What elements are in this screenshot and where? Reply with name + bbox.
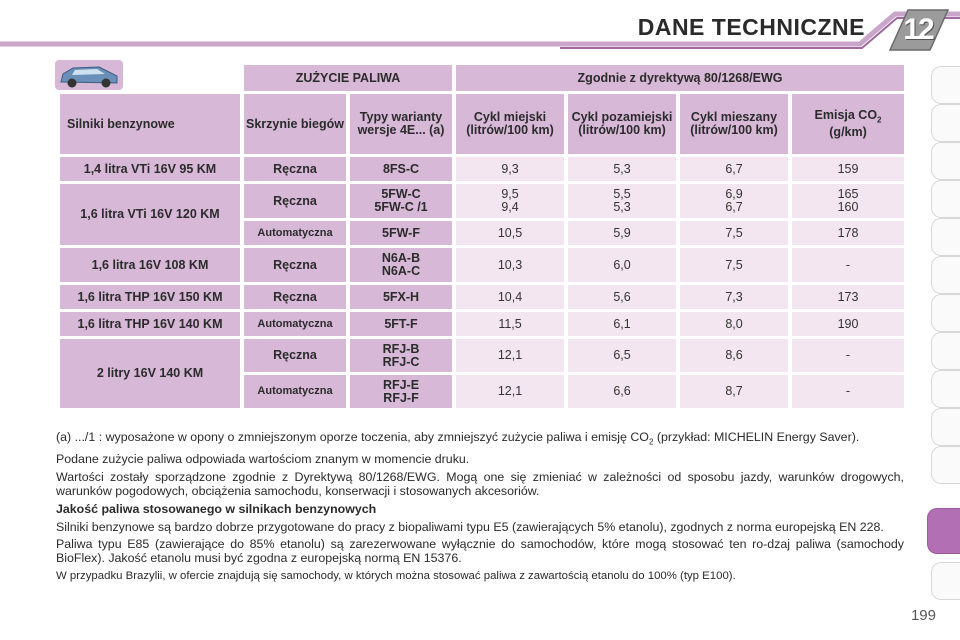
note-paragraph: W przypadku Brazylii, w ofercie znajdują się samochody, w których można stosować paliwa z zawartością etanolu do 100% (typ E100). [56, 569, 736, 582]
chapter-tab[interactable] [931, 370, 960, 408]
combined-cell: 8,0 [680, 312, 788, 336]
col-urban: Cykl miejski (litrów/100 km) [456, 94, 564, 154]
emission-unit: (g/km) [829, 125, 867, 140]
engine-cell: 1,6 litra 16V 108 KM [60, 248, 240, 282]
chapter-tab[interactable] [931, 104, 960, 142]
gearbox-cell: Ręczna [244, 248, 346, 282]
engine-cell: 1,6 litra THP 16V 140 KM [60, 312, 240, 336]
combined-cell: 6,9 6,7 [680, 184, 788, 218]
emission-prefix: Emisja CO [814, 107, 878, 122]
combined-cell: 8,6 [680, 339, 788, 372]
gearbox-cell: Automatyczna [244, 221, 346, 245]
combined-cell: 8,7 [680, 375, 788, 408]
extra-urban-cell: 6,5 [568, 339, 676, 372]
combined-cell: 6,7 [680, 157, 788, 181]
note-a [56, 431, 904, 449]
extra-urban-cell: 6,1 [568, 312, 676, 336]
chapter-tab[interactable] [931, 256, 960, 294]
urban-cell: 10,3 [456, 248, 564, 282]
col-extra-urban: Cykl pozamiejski (litrów/100 km) [568, 94, 676, 154]
co2-cell: 178 [792, 221, 904, 245]
combined-cell: 7,3 [680, 285, 788, 309]
co2-cell: 190 [792, 312, 904, 336]
extra-urban-cell: 5,3 [568, 157, 676, 181]
chapter-tab[interactable] [931, 142, 960, 180]
notes-section [56, 431, 904, 588]
co2-cell: 159 [792, 157, 904, 181]
urban-cell: 9,5 9,4 [456, 184, 564, 218]
gearbox-cell: Ręczna [244, 339, 346, 372]
table-corner [60, 65, 240, 91]
urban-cell: 12,1 [456, 339, 564, 372]
table-row [60, 339, 904, 372]
col-engine: Silniki benzynowe [60, 94, 240, 154]
urban-cell: 12,1 [456, 375, 564, 408]
gearbox-cell: Ręczna [244, 184, 346, 218]
col-combined: Cykl mieszany (litrów/100 km) [680, 94, 788, 154]
chapter-tab[interactable] [931, 294, 960, 332]
chapter-tab[interactable] [931, 66, 960, 104]
chapter-tab[interactable] [931, 332, 960, 370]
extra-urban-cell: 5,5 5,3 [568, 184, 676, 218]
co2-cell: - [792, 375, 904, 408]
page-number: 199 [910, 607, 936, 624]
engine-cell: 2 litry 16V 140 KM [60, 339, 240, 408]
extra-urban-cell: 5,9 [568, 221, 676, 245]
co2-cell: - [792, 339, 904, 372]
note-paragraph: Silniki benzynowe są bardzo dobrze przygotowane do pracy z biopaliwami typu E5 (zawierających 5% etanolu), zgodnych z norma europejską EN 228. [56, 519, 884, 534]
note-paragraph: Paliwa typu E85 (zawierające do 85% etanolu) są zarezerwowane wyłącznie do samochodów, które mogą stosować ten ro-dzaj paliwa (samochody BioFlex). Jakość etanolu musi być zgodna z europejską normą EN 15376. [56, 537, 904, 565]
chapter-tab[interactable] [931, 408, 960, 446]
table-row [60, 312, 904, 336]
co2-cell: 165 160 [792, 184, 904, 218]
combined-cell: 7,5 [680, 248, 788, 282]
note-a-example: (przykład: MICHELIN Energy Saver). [653, 430, 860, 444]
engine-cell: 1,6 litra THP 16V 150 KM [60, 285, 240, 309]
chapter-title: DANE TECHNICZNE [637, 14, 865, 40]
consumption-header: ZUŻYCIE PALIWA [244, 65, 452, 91]
emission-sub: 2 [877, 115, 882, 125]
extra-urban-cell: 5,6 [568, 285, 676, 309]
note-paragraph: Podane zużycie paliwa odpowiada wartościom znanym w momencie druku. [56, 452, 470, 467]
chapter-tab[interactable] [931, 562, 960, 600]
chapter-tab[interactable] [931, 180, 960, 218]
version-cell: RFJ-B RFJ-C [350, 339, 452, 372]
gearbox-cell: Ręczna [244, 157, 346, 181]
col-gearbox: Skrzynie biegów [244, 94, 346, 154]
directive-header: Zgodnie z dyrektywą 80/1268/EWG [456, 65, 904, 91]
engine-cell: 1,4 litra VTi 16V 95 KM [60, 157, 240, 181]
note-a-sub: 2 [648, 437, 654, 447]
version-cell: 5FW-F [350, 221, 452, 245]
chapter-tabs [928, 66, 960, 606]
table-row [60, 285, 904, 309]
urban-cell: 10,4 [456, 285, 564, 309]
chapter-tab-active[interactable] [927, 508, 960, 554]
table-row [60, 248, 904, 282]
gearbox-cell: Automatyczna [244, 312, 346, 336]
chapter-tab[interactable] [931, 218, 960, 256]
chapter-number: 12 [903, 13, 933, 46]
extra-urban-cell: 6,6 [568, 375, 676, 408]
note-a-text: (a) .../1 : wyposażone w opony o zmniejszonym oporze toczenia, aby zmniejszyć zużycie paliwa i emisję CO [56, 430, 649, 444]
combined-cell: 7,5 [680, 221, 788, 245]
table-row [60, 157, 904, 181]
col-emission [792, 94, 904, 154]
gearbox-cell: Ręczna [244, 285, 346, 309]
gearbox-cell: Automatyczna [244, 375, 346, 408]
fuel-consumption-table [56, 62, 908, 411]
engine-cell: 1,6 litra VTi 16V 120 KM [60, 184, 240, 245]
version-cell: RFJ-E RFJ-F [350, 375, 452, 408]
urban-cell: 11,5 [456, 312, 564, 336]
version-cell: 8FS-C [350, 157, 452, 181]
urban-cell: 9,3 [456, 157, 564, 181]
chapter-tab[interactable] [931, 446, 960, 484]
co2-cell: 173 [792, 285, 904, 309]
co2-cell: - [792, 248, 904, 282]
extra-urban-cell: 6,0 [568, 248, 676, 282]
version-cell: 5FT-F [350, 312, 452, 336]
version-cell: 5FX-H [350, 285, 452, 309]
table-row [60, 184, 904, 218]
version-cell: N6A-B N6A-C [350, 248, 452, 282]
version-cell: 5FW-C 5FW-C /1 [350, 184, 452, 218]
urban-cell: 10,5 [456, 221, 564, 245]
fuel-quality-heading: Jakość paliwa stosowanego w silnikach benzynowych [56, 501, 377, 516]
note-paragraph: Wartości zostały sporządzone zgodnie z Dyrektywą 80/1268/EWG. Mogą one się zmieniać w zależności od sposobu jazdy, warunków drogowych, warunków pogodowych, obciążenia samochodu, konserwacji i stosowanych akcesoriów. [56, 470, 904, 498]
col-versions: Typy warianty wersje 4E... (a) [350, 94, 452, 154]
